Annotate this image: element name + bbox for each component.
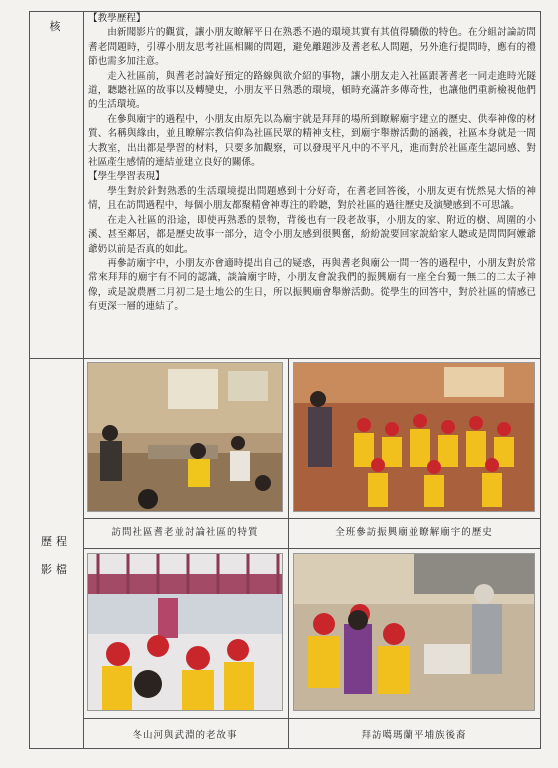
photo-caption: 全班參訪振興廟並瞭解廟宇的歷史 xyxy=(335,527,493,538)
teaching-paragraph: 走入社區前，與耆老討論好預定的路線與欲介紹的事物，讓小朋友走入社區跟著耆老一同走進時光隧道，聽聽社區的故事以及轉變史，小朋友平日熟悉的環境，頓時充滿許多傳奇性，也讓他們重新檢視他們的生活環境。 xyxy=(88,70,536,111)
narrative-text xyxy=(88,12,536,358)
learning-paragraph: 再參訪廟宇中，小朋友亦會適時提出自己的疑惑，再與耆老與廟公一問一答的過程中，小朋友對於常常來拜拜的廟宇有不同的認識，談論廟宇時，小朋友會說我們的振興廟有一座全台獨一無二的二太子神像，或是說農曆二月初二是土地公的生日，所以振興廟會舉辦活動。從學生的回答中，對於社區的情感已有更深一層的連結了。 xyxy=(88,257,536,313)
caption-line-2 xyxy=(83,718,541,719)
teaching-paragraph: 由新聞影片的觀賞，讓小朋友瞭解平日在熟悉不過的環境其實有其值得驕傲的特色。在分組討論訪問耆老問題時，引導小朋友思考社區相關的問題，避免離題涉及耆老私人問題，另外進行提問時，應有的禮節也需多加注意。 xyxy=(88,27,536,68)
learning-heading: 【學生學習表現】 xyxy=(88,171,165,183)
core-label: 核 xyxy=(49,20,63,33)
learning-paragraph: 學生對於針對熟悉的生活環境提出問題感到十分好奇，在耆老回答後，小朋友更有恍然晃大悟的神情，且在訪問過程中，每個小朋友都聚精會神專注的聆聽，對於社區的過往歷史及演變感到不可思議。 xyxy=(88,185,536,212)
row-divider xyxy=(29,358,541,359)
gallery-label-line1: 歷程 xyxy=(41,535,71,548)
classroom-photo xyxy=(87,362,283,512)
temple-visit-photo xyxy=(293,362,535,512)
teaching-paragraph: 在參與廟宇的過程中，小朋友由原先以為廟宇就是拜拜的場所到瞭解廟宇建立的歷史、供奉神像的材質、名稱與緣由，並且瞭解宗教信仰為社區民眾的精神支柱，到廟宇舉辦活動的涵義，社區本身就是一間大教室，出出都是學習的材料，只要多加觀察，可以發現平凡中的不平凡，進而對於社區產生認同感、對社區產生感情的連結並建立良好的關係。 xyxy=(88,113,536,169)
column-divider xyxy=(83,11,84,749)
photo-column-divider xyxy=(288,358,289,749)
elder-visit-photo xyxy=(293,553,535,711)
photo-caption: 冬山河與武淵的老故事 xyxy=(132,730,238,741)
photo-caption: 訪問社區耆老並討論社區的特質 xyxy=(111,527,259,538)
learning-paragraph: 在走入社區的沿途，即使再熟悉的景物，背後也有一段老故事，小朋友的家、附近的樹、周圍的小溪、甚至鄰居，都是歷史故事一部分，這令小朋友感到很興奮，紛紛說要回家說給家人聽或是問問阿嬤爺爺奶以前是否真的如此。 xyxy=(88,214,536,255)
photo-caption: 拜訪噶瑪蘭平埔族後裔 xyxy=(361,730,467,741)
gallery-label xyxy=(29,528,83,584)
river-bridge-photo xyxy=(87,553,283,711)
photo-row-divider xyxy=(83,548,541,549)
teaching-heading: 【教學歷程】 xyxy=(88,13,146,24)
caption-line-1 xyxy=(83,518,541,519)
gallery-label-line2: 影檔 xyxy=(41,563,71,576)
